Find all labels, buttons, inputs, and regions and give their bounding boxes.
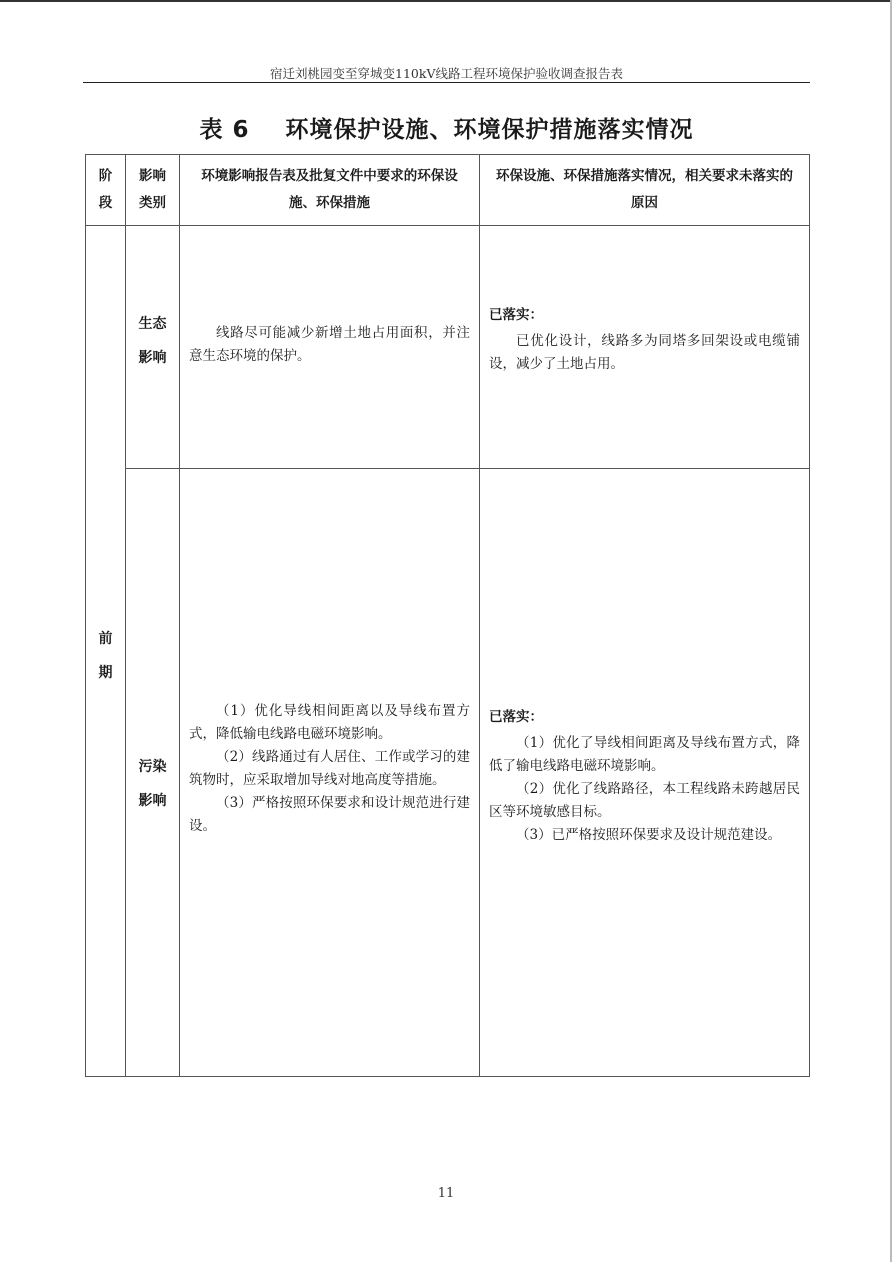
implementation-text: （1）优化了导线相间距离及导线布置方式，降低了输电线路电磁环境影响。	[489, 735, 800, 774]
header-stage: 阶 段	[86, 155, 126, 226]
running-header: 宿迁刘桃园变至穿城变110kV线路工程环境保护验收调查报告表	[270, 66, 623, 81]
requirements-cell	[180, 226, 480, 469]
implementation-text: （3）已严格按照环保要求及设计规范建设。	[516, 827, 782, 843]
requirements-table	[85, 154, 810, 1077]
status-label: 已落实：	[489, 709, 543, 725]
implementation-text: （2）优化了线路路径，本工程线路未跨越居民区等环境敏感目标。	[489, 781, 800, 820]
implementation-cell	[480, 226, 810, 469]
requirement-text: （3）严格按照环保要求和设计规范进行建设。	[189, 794, 470, 834]
table-header-row	[86, 155, 810, 226]
table-row-pollution	[86, 469, 810, 1077]
requirement-text: （1）优化导线相间距离以及导线布置方式，降低输电线路电磁环境影响。	[189, 702, 470, 742]
status-label: 已落实：	[489, 307, 543, 323]
category-cell: 污染 影响	[126, 469, 180, 1077]
header-divider	[83, 82, 810, 83]
category-cell: 生态 影响	[126, 226, 180, 469]
requirement-text: 线路尽可能减少新增土地占用面积，并注意生态环境的保护。	[189, 325, 470, 364]
stage-cell: 前 期	[86, 226, 126, 1077]
header-category: 影响 类别	[126, 155, 180, 226]
header-requirements: 环境影响报告表及批复文件中要求的环保设施、环保措施	[180, 155, 480, 226]
requirements-cell	[180, 469, 480, 1077]
implementation-cell	[480, 469, 810, 1077]
table-row-ecological	[86, 226, 810, 469]
table-title: 表 6 环境保护设施、环境保护措施落实情况	[199, 117, 694, 143]
requirement-text: （2）线路通过有人居住、工作或学习的建筑物时，应采取增加导线对地高度等措施。	[189, 748, 470, 788]
header-implementation: 环保设施、环保措施落实情况，相关要求未落实的原因	[480, 155, 810, 226]
top-border	[0, 0, 892, 2]
implementation-text: 已优化设计，线路多为同塔多回架设或电缆铺设，减少了土地占用。	[489, 333, 800, 372]
page-number: 11	[437, 1186, 455, 1201]
